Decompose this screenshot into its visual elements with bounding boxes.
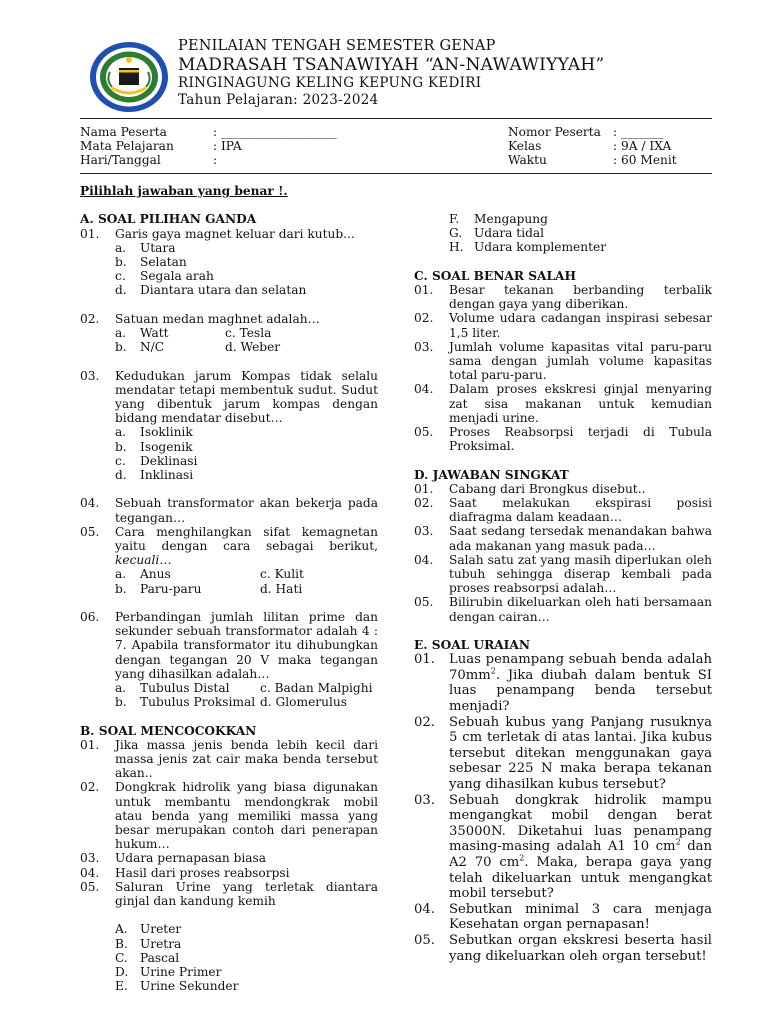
option-row: b. Paru-paru d. Hati — [115, 581, 303, 596]
school-header — [178, 38, 605, 108]
waktu-label: Waktu — [508, 153, 547, 167]
match-option: C. Pascal — [115, 950, 180, 965]
question-c2: 02. Volume udara cadangan inspirasi sebesar 1,5 liter. — [414, 311, 712, 340]
match-option: A. Ureter — [115, 922, 182, 937]
section-c-title: C. SOAL BENAR SALAH — [414, 268, 577, 283]
header-divider — [80, 118, 712, 119]
question-e2: 02. Sebuah kubus yang Panjang rusuknya 5 cm terletak di atas lantai. Jika kubus tersebut ditekan menggunakan gaya sebesar 225 N maka berapa tekanan yang dihasilkan kubus tersebut? — [414, 714, 712, 792]
question-b3: 03. Udara pernapasan biasa — [80, 851, 267, 866]
left-column — [80, 184, 378, 993]
right-column — [414, 212, 712, 964]
kelas-value: : 9A / IXA — [613, 139, 672, 153]
question-c5: 05. Proses Reabsorpsi terjadi di Tubula Proksimal. — [414, 425, 712, 454]
exam-title: PENILAIAN TENGAH SEMESTER GENAP — [178, 38, 496, 54]
question-d4: 04. Salah satu zat yang masih diperlukan oleh tubuh sehingga diserap kembali pada proses reabsorpsi adalah… — [414, 552, 712, 596]
question-e5: 05. Sebutkan organ ekskresi beserta hasil yang dikeluarkan oleh organ tersebut! — [414, 932, 712, 964]
school-name: MADRASAH TSANAWIYAH “AN-NAWAWIYYAH” — [178, 55, 605, 75]
question-c1: 01. Besar tekanan berbanding terbalik dengan gaya yang diberikan. — [414, 283, 712, 312]
question-e4: 04. Sebutkan minimal 3 cara menjaga Kesehatan organ pernapasan! — [414, 901, 712, 933]
nomor-field: : _______ — [613, 125, 664, 139]
question-d2: 02. Saat melakukan ekspirasi posisi diafragma dalam keadaan… — [414, 496, 712, 525]
instruction: Pilihlah jawaban yang benar !. — [80, 184, 288, 198]
question-e1: 01. Luas penampang sebuah benda adalah $70mm^2$. Jika diubah dalam bentuk SI luas penampang benda tersebut menjadi? — [414, 652, 712, 715]
option: a. Utara — [115, 240, 176, 255]
option: d. Diantara utara dan selatan — [115, 283, 307, 298]
question-d3: 03. Saat sedang tersedak menandakan bahwa ada makanan yang masuk pada… — [414, 524, 712, 553]
nama-field: : ___________________ — [213, 125, 337, 139]
option: a. Isoklinik — [115, 425, 193, 440]
question-d1: 01. Cabang dari Brongkus disebut.. — [414, 481, 646, 496]
option-row: a. Tubulus Distal c. Badan Malpighi — [115, 681, 373, 696]
question-a5: 05. Cara menghilangkan sifat kemagnetan yaitu dengan cara sebagai berikut, kecuali… — [80, 524, 378, 568]
option-row: b. N/C d. Weber — [115, 340, 281, 355]
waktu-value: : 60 Menit — [613, 153, 677, 167]
question-a2: 02. Satuan medan maghnet adalah… — [80, 311, 320, 326]
option-row: a. Anus c. Kulit — [115, 567, 304, 582]
academic-year: Tahun Pelajaran: 2023-2024 — [178, 92, 379, 108]
option: c. Deklinasi — [115, 453, 198, 468]
nomor-label: Nomor Peserta — [508, 125, 601, 139]
question-c3: 03. Jumlah volume kapasitas vital paru-paru sama dengan jumlah volume kapasitas total paru-paru. — [414, 339, 712, 383]
mapel-label: Mata Pelajaran — [80, 139, 174, 153]
match-option: E. Urine Sekunder — [115, 979, 239, 994]
mapel-value: : IPA — [213, 139, 242, 153]
section-a-title: A. SOAL PILIHAN GANDA — [80, 212, 257, 227]
option: b. Isogenik — [115, 439, 193, 454]
nama-label: Nama Peserta — [80, 125, 167, 139]
option-row: b. Tubulus Proksimal d. Glomerulus — [115, 695, 347, 710]
section-d-title: D. JAWABAN SINGKAT — [414, 467, 569, 482]
kelas-label: Kelas — [508, 139, 542, 153]
match-option: G. Udara tidal — [449, 226, 545, 241]
question-a3: 03. Kedudukan jarum Kompas tidak selalu mendatar tetapi membentuk sudut. Sudut yang dibentuk jarum kompas dengan bidang mendatar disebut… — [80, 368, 378, 426]
school-address: RINGINAGUNG KELING KEPUNG KEDIRI — [178, 75, 482, 91]
question-a4: 04. Sebuah transformator akan bekerja pada tegangan… — [80, 496, 378, 525]
question-d5: 05. Bilirubin dikeluarkan oleh hati bersamaan dengan cairan… — [414, 595, 712, 624]
question-a6: 06. Perbandingan jumlah lilitan prime dan sekunder sebuah transformator adalah 4 : 7. Apabila transformator itu dihubungkan dengan tegangan 20 V maka tegangan yang dihasilkan adalah… — [80, 610, 378, 681]
hari-value: : — [213, 153, 218, 167]
madrasah-logo — [88, 40, 170, 114]
question-e3: 03. Sebuah dongkrak hidrolik mampu mengangkat mobil dengan berat 35000N. Diketahui luas penampang masing-masing adalah A1 10 $cm^2$ dan A2 70 $cm^2$. Maka, berapa gaya yang telah dikeluarkan untuk mengangkat mobil tersebut? — [414, 792, 713, 902]
match-option: D. Urine Primer — [115, 965, 222, 980]
match-option: F. Mengapung — [449, 212, 548, 226]
hari-label: Hari/Tanggal — [80, 153, 161, 167]
section-e-title: E. SOAL URAIAN — [414, 638, 530, 653]
student-info — [80, 125, 712, 169]
info-divider — [80, 173, 712, 174]
section-b-title: B. SOAL MENCOCOKKAN — [80, 723, 257, 738]
question-b1: 01. Jika massa jenis benda lebih kecil dari massa jenis zat cair maka benda tersebut akan.. — [80, 737, 378, 781]
option-row: a. Watt c. Tesla — [115, 326, 272, 340]
question-b2: 02. Dongkrak hidrolik yang biasa digunakan untuk membantu mendongkrak mobil atau benda yang memiliki massa yang besar merupakan contoh dari penerapan hukum… — [80, 780, 378, 852]
option: d. Inklinasi — [115, 468, 194, 483]
question-a1: 01. Garis gaya magnet keluar dari kutub... — [80, 226, 355, 241]
option: c. Segala arah — [115, 269, 214, 284]
match-option: B. Uretra — [115, 936, 182, 951]
match-option: H. Udara komplementer — [449, 240, 607, 255]
question-b4: 04. Hasil dari proses reabsorpsi — [80, 865, 290, 880]
question-c4: 04. Dalam proses ekskresi ginjal menyaring zat sisa makanan untuk kemudian menjadi urine. — [414, 382, 712, 425]
question-b5: 05. Saluran Urine yang terletak diantara ginjal dan kandung kemih — [80, 879, 378, 909]
option: b. Selatan — [115, 255, 187, 269]
